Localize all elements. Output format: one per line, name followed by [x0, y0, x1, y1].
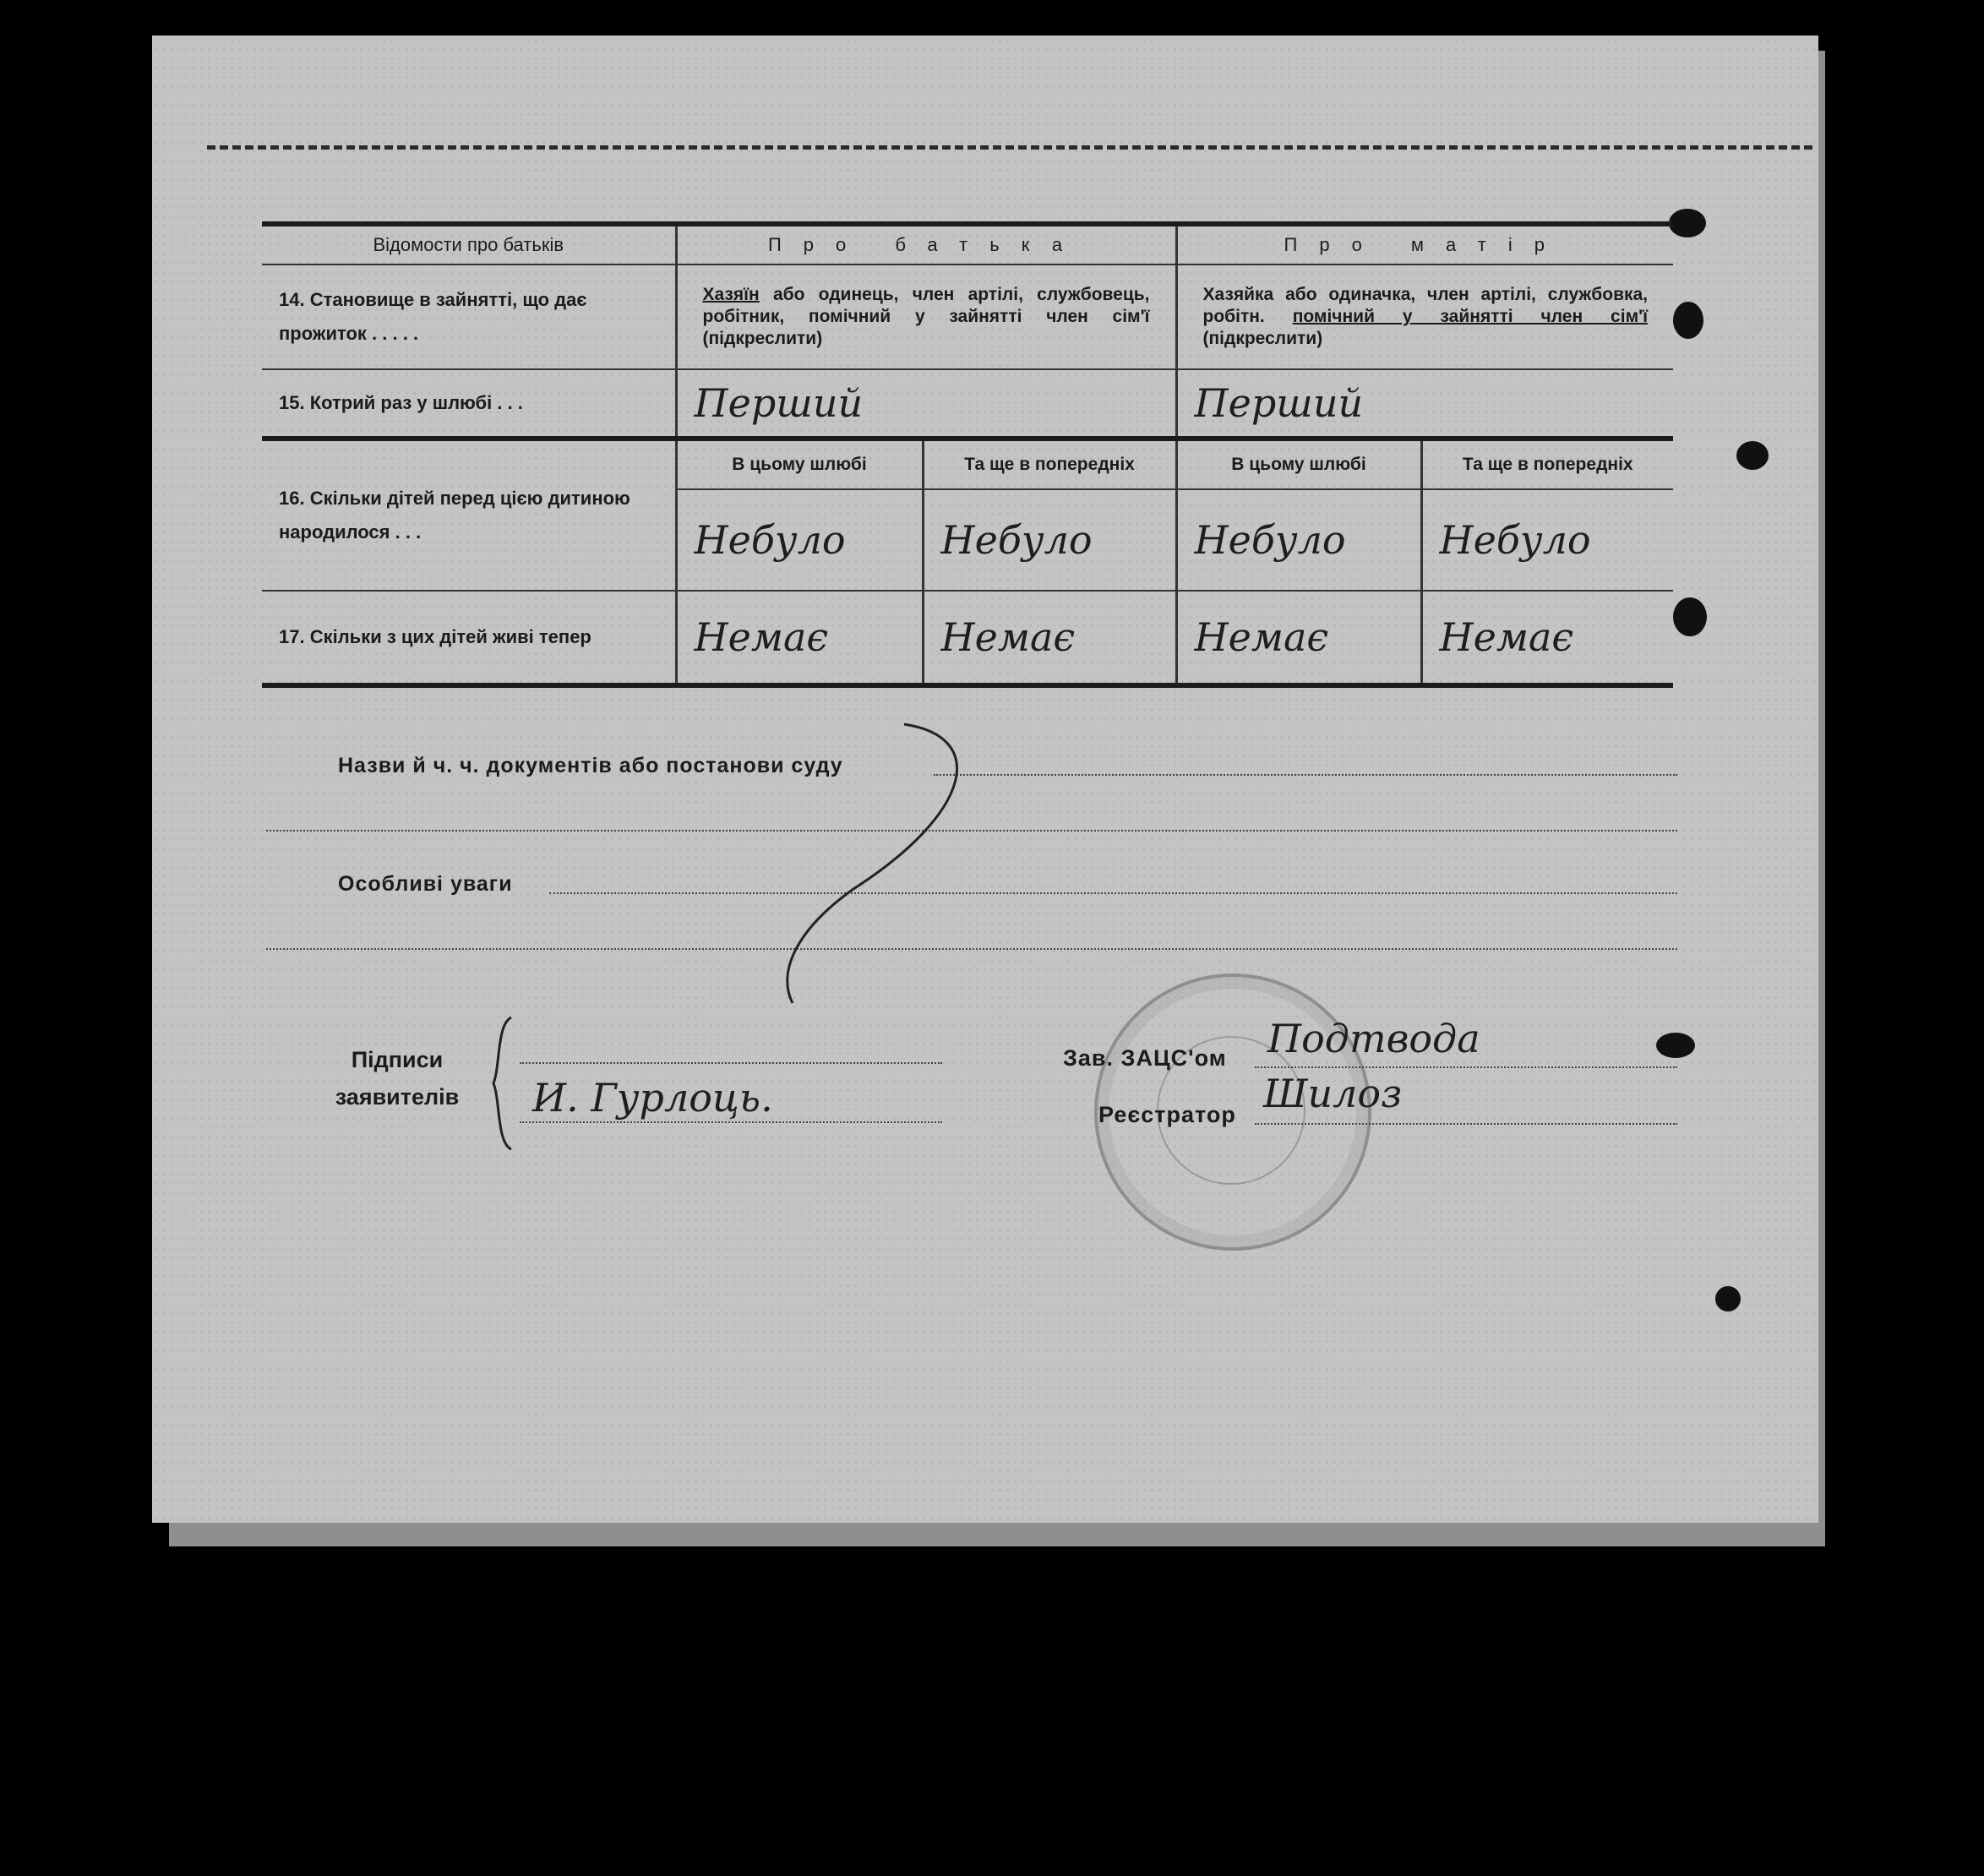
- registrar-signature-line: [1255, 1123, 1677, 1125]
- row15-label: 15. Котрий раз у шлюбі . . .: [262, 369, 676, 439]
- subhead-father-this: В цьому шлюбі: [676, 439, 923, 489]
- binding-hole: [1673, 302, 1703, 339]
- subhead-father-previous: Та ще в попередніх: [923, 439, 1176, 489]
- applicant-signature-line-2: [520, 1121, 942, 1123]
- applicant-signature-line-1: [520, 1062, 942, 1064]
- row14-mother-options: [1176, 264, 1673, 369]
- header-parents: Відомости про батьків: [373, 234, 564, 255]
- documents-line: [934, 774, 1677, 776]
- cancellation-stroke: [777, 720, 997, 1007]
- row14-father-rest: або одинець, член артілі, службовець, робітник, помічний у зайнятті член сім'ї (підкреслити): [702, 285, 1150, 348]
- row15-mother-value: Перший: [1176, 369, 1673, 439]
- applicants-label-line1: Підписи: [351, 1047, 444, 1072]
- subhead-mother-this: В цьому шлюбі: [1176, 439, 1421, 489]
- head-signature-line: [1255, 1066, 1677, 1068]
- row15-father-value: Перший: [676, 369, 1176, 439]
- row14-father-options: [676, 264, 1176, 369]
- row17-mother-previous: Немає: [1421, 591, 1673, 685]
- row16-father-this: Небуло: [676, 489, 923, 591]
- documents-label: Назви й ч. ч. документів або постанови суду: [338, 754, 843, 777]
- subhead-mother-previous: Та ще в попередніх: [1421, 439, 1673, 489]
- registrar-signature: Шилоз: [1263, 1071, 1403, 1116]
- row17-father-this: Немає: [676, 591, 923, 685]
- row14-mother-start: Хазяйка або одиначка, член артілі, службовка, робітн.: [1202, 285, 1649, 326]
- applicants-signature-label: [313, 1041, 482, 1115]
- remarks-label: Особливі уваги: [338, 872, 513, 896]
- remarks-line: [549, 892, 1677, 894]
- row16-mother-this: Небуло: [1176, 489, 1421, 591]
- applicants-label-line2: заявителів: [335, 1084, 460, 1110]
- row14-mother-underlined: помічний у зайнятті член сім'ї: [1292, 307, 1649, 326]
- applicant-signature: И. Гурлоць.: [532, 1075, 773, 1121]
- row16-father-previous: Небуло: [923, 489, 1176, 591]
- row16-mother-previous: Небуло: [1421, 489, 1673, 591]
- registrar-label: Реєстратор: [1098, 1102, 1236, 1127]
- head-label: Зав. ЗАЦС'ом: [1063, 1045, 1227, 1071]
- binding-hole: [1715, 1286, 1741, 1312]
- binding-hole: [1673, 597, 1707, 636]
- binding-hole: [1656, 1033, 1695, 1058]
- row14-father-underlined: Хазяїн: [702, 285, 760, 304]
- row17-mother-this: Немає: [1176, 591, 1421, 685]
- binding-hole: [1736, 441, 1769, 470]
- row17-father-previous: Немає: [923, 591, 1176, 685]
- head-signature: Подтвода: [1267, 1016, 1480, 1061]
- header-mother: Про матір: [1176, 224, 1673, 264]
- signatures-brace: [490, 1016, 515, 1151]
- row16-label: 16. Скільки дітей перед цією дитиною народилося . . .: [262, 439, 676, 591]
- parents-info-table: [262, 221, 1673, 688]
- binding-hole: [1669, 209, 1706, 237]
- row14-mother-end: (підкреслити): [1202, 329, 1323, 348]
- row17-label: 17. Скільки з цих дітей живі тепер: [262, 591, 676, 685]
- header-father: Про батька: [676, 224, 1176, 264]
- perforation-line: [207, 145, 1812, 150]
- document-sheet: [152, 35, 1818, 1523]
- row14-label: 14. Становище в зайнятті, що дає прожиток . . . . .: [262, 264, 676, 369]
